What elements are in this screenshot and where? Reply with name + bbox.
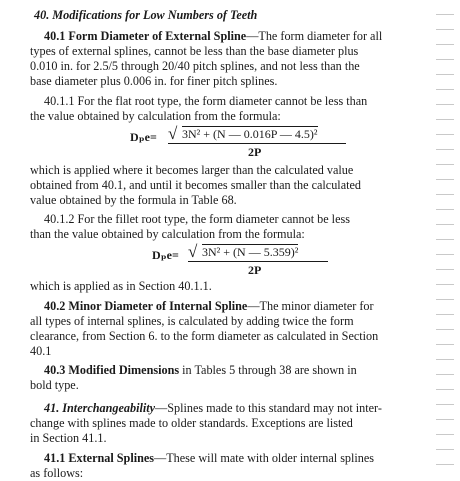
margin-rule [436, 269, 454, 270]
para-40-2-line-4: 40.1 [30, 344, 52, 358]
formula-flat-root-radicand: 3N² + (N — 0.016P — 4.5)² [182, 127, 318, 141]
margin-rule [436, 134, 454, 135]
margin-rule [436, 239, 454, 240]
margin-rule [436, 89, 454, 90]
margin-rule [436, 194, 454, 195]
para-40-3-line-2: bold type. [30, 378, 79, 392]
para-41-1-line-2: as follows: [30, 466, 84, 480]
margin-rule [436, 299, 454, 300]
sqrt-symbol: √ [188, 242, 198, 261]
formula-fillet-root [152, 244, 352, 280]
margin-rule [436, 74, 454, 75]
para-40-1-2-line-1: 40.1.2 For the fillet root type, the form diameter cannot be less [44, 212, 350, 226]
para-41-line-2: change with splines made to older standards. Exceptions are listed [30, 416, 353, 430]
para-40-1-2-line-3: which is applied as in Section 40.1.1. [30, 279, 212, 293]
para-40-1-line-2: types of external splines, cannot be less than the base diameter plus [30, 44, 359, 58]
margin-rule [436, 329, 454, 330]
margin-rule [436, 419, 454, 420]
para-40-2-line-1: 40.2 Minor Diameter of Internal Spline—The minor diameter for [44, 299, 374, 313]
formula-fillet-root-denominator: 2P [248, 263, 262, 277]
margin-rule [436, 359, 454, 360]
formula-fillet-root-lhs: Dₚe= [152, 248, 179, 262]
para-41-1-line-1: 41.1 External Splines—These will mate with older internal splines [44, 451, 375, 465]
margin-rule [436, 254, 454, 255]
margin-rule [436, 284, 454, 285]
para-40-3-title: 40.3 Modified Dimensions [44, 363, 180, 377]
margin-rule [436, 224, 454, 225]
margin-rule [436, 374, 454, 375]
margin-rule [436, 14, 454, 15]
para-40-1-line-3: 0.010 in. for 2.5/5 through 20/40 pitch splines, and not less than the [30, 59, 360, 73]
margin-rule [436, 149, 454, 150]
formula-flat-root-lhs: Dₚe= [130, 130, 157, 144]
margin-rule [436, 464, 454, 465]
margin-rule [436, 389, 454, 390]
formula-flat-root [130, 126, 370, 162]
margin-rule [436, 404, 454, 405]
margin-rule [436, 29, 454, 30]
para-41-line-1: 41. Interchangeability—Splines made to this standard may not inter- [44, 401, 382, 415]
para-40-1-1-line-2: the value obtained by calculation from the formula: [30, 109, 281, 123]
margin-rule [436, 179, 454, 180]
margin-rule [436, 434, 454, 435]
margin-rule [436, 119, 454, 120]
para-40-2-title: 40.2 Minor Diameter of Internal Spline [44, 299, 248, 313]
para-41-1-title: 41.1 External Splines [44, 451, 155, 465]
para-40-2-line-3: clearance, from Section 6. to the form diameter as calculated in Section [30, 329, 379, 343]
para-40-1-title: 40.1 Form Diameter of External Spline [44, 29, 247, 43]
formula-flat-root-denominator: 2P [248, 145, 262, 159]
margin-rule [436, 314, 454, 315]
para-40-1-1-line-5: value obtained by the formula in Table 68. [30, 193, 237, 207]
para-40-1-1-line-1: 40.1.1 For the flat root type, the form diameter cannot be less than [44, 94, 368, 108]
section-41-heading: 41. Interchangeability [44, 401, 156, 415]
margin-rule [436, 164, 454, 165]
para-40-1-2-line-2: than the value obtained by calculation from the formula: [30, 227, 305, 241]
para-40-3-line-1: 40.3 Modified Dimensions in Tables 5 through 38 are shown in [44, 363, 357, 377]
fraction-bar [188, 261, 328, 262]
section-40-heading: 40. Modifications for Low Numbers of Teeth [34, 8, 258, 22]
para-40-1-line-4: base diameter plus 0.006 in. for finer pitch splines. [30, 74, 278, 88]
para-40-1-1-line-4: obtained from 40.1, and until it becomes smaller than the calculated [30, 178, 361, 192]
formula-fillet-root-radicand: 3N² + (N — 5.359)² [202, 245, 299, 259]
para-41-line-3: in Section 41.1. [30, 431, 107, 445]
para-40-2-line-2: all types of internal splines, is calculated by adding twice the form [30, 314, 354, 328]
para-40-1-1-line-3: which is applied where it becomes larger than the calculated value [30, 163, 354, 177]
sqrt-symbol: √ [168, 124, 178, 143]
margin-rule [436, 44, 454, 45]
margin-rule [436, 209, 454, 210]
fraction-bar [168, 143, 346, 144]
margin-rule [436, 449, 454, 450]
margin-rule [436, 104, 454, 105]
margin-rule [436, 344, 454, 345]
margin-rule [436, 59, 454, 60]
para-40-1-line-1: 40.1 Form Diameter of External Spline—The form diameter for all [44, 29, 383, 43]
